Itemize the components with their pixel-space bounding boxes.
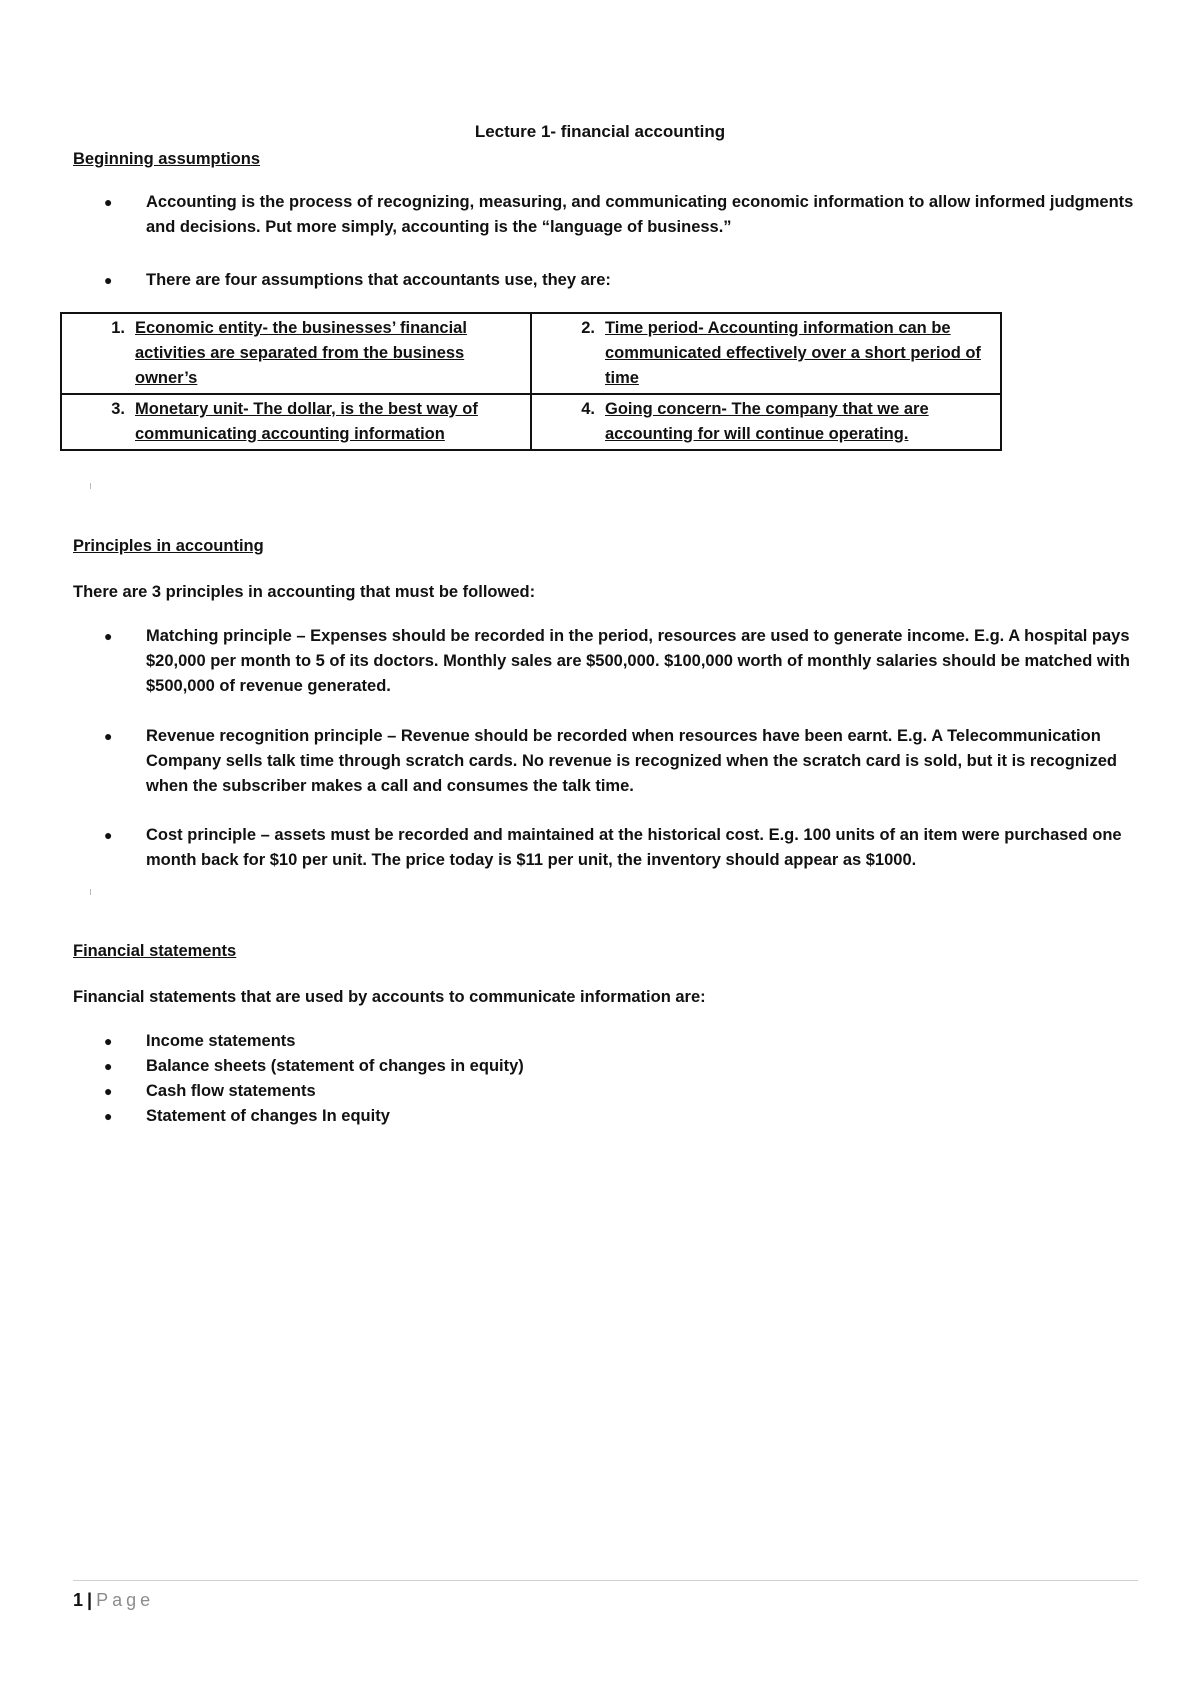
bullet-icon: ● <box>104 1058 113 1074</box>
section-heading-assumptions: Beginning assumptions <box>73 150 261 168</box>
assumptions-table <box>60 312 1002 451</box>
bullet-icon: ● <box>104 194 113 210</box>
section-heading-principles: Principles in accounting <box>73 537 264 555</box>
item-text: Time period- Accounting information can be communicated effectively over a short period of time <box>605 319 981 387</box>
table-cell <box>61 394 531 450</box>
list-item-text: Statement of changes In equity <box>146 1107 390 1125</box>
table-row <box>61 313 1001 394</box>
bullet-icon: ● <box>104 1108 113 1124</box>
formatting-mark <box>90 889 91 895</box>
list-item-text: Revenue recognition principle – Revenue should be recorded when resources have been earnt. E.g. A Telecommunication Company sells talk time through scratch cards. No revenue is recognized when the scratch card is sold, but it is recognized when the subscriber makes a call and consumes the talk time. <box>146 727 1118 795</box>
bullet-icon: ● <box>104 728 113 744</box>
section-heading-statements: Financial statements <box>73 942 237 960</box>
list-item-text: Cost principle – assets must be recorded and maintained at the historical cost. E.g. 100 units of an item were purchased one month back for $10 per unit. The price today is $11 per unit, the inventory should appear as $1000. <box>146 826 1122 869</box>
section-intro: Financial statements that are used by accounts to communicate information are: <box>73 988 706 1006</box>
table-cell <box>61 313 531 394</box>
table-cell <box>531 394 1001 450</box>
list-item <box>100 1054 1140 1079</box>
list-item-text: Matching principle – Expenses should be recorded in the period, resources are used to generate income. E.g. A hospital pays $20,000 per month to 5 of its doctors. Monthly sales are $500,000. $100,000 worth of monthly salaries should be matched with $500,000 of revenue generated. <box>146 627 1130 695</box>
item-number: 3. <box>111 400 125 418</box>
page-title: Lecture 1- financial accounting <box>474 122 726 141</box>
list-item <box>100 823 1140 873</box>
item-number: 1. <box>111 319 125 337</box>
page-number: 1 <box>73 1590 84 1610</box>
bullet-icon: ● <box>104 1033 113 1049</box>
list-item-text: Cash flow statements <box>146 1082 316 1100</box>
table-row <box>61 394 1001 450</box>
list-item-text: There are four assumptions that accountants use, they are: <box>146 271 611 289</box>
list-item <box>100 190 1140 240</box>
bullet-icon: ● <box>104 1083 113 1099</box>
item-text: Economic entity- the businesses’ financial activities are separated from the business owner’s <box>135 319 467 387</box>
list-item <box>100 724 1140 799</box>
footer-separator: | <box>87 1590 93 1610</box>
table-cell <box>531 313 1001 394</box>
footer-divider <box>73 1580 1138 1581</box>
item-number: 2. <box>581 319 595 337</box>
bullet-icon: ● <box>104 628 113 644</box>
item-text: Monetary unit- The dollar, is the best way of communicating accounting information <box>135 400 478 443</box>
page-footer <box>73 1589 154 1611</box>
list-item <box>100 1029 1140 1054</box>
item-text: Going concern- The company that we are accounting for will continue operating. <box>605 400 929 443</box>
section-intro: There are 3 principles in accounting that must be followed: <box>73 583 536 601</box>
bullet-icon: ● <box>104 272 113 288</box>
list-item-text: Balance sheets (statement of changes in equity) <box>146 1057 524 1075</box>
list-item <box>100 268 1140 293</box>
item-number: 4. <box>581 400 595 418</box>
list-item-text: Accounting is the process of recognizing, measuring, and communicating economic information to allow informed judgments and decisions. Put more simply, accounting is the “language of business.” <box>146 193 1134 236</box>
formatting-mark <box>90 483 91 489</box>
list-item <box>100 1104 1140 1129</box>
list-item <box>100 1079 1140 1104</box>
page-label: Page <box>96 1590 155 1610</box>
list-item-text: Income statements <box>146 1032 296 1050</box>
list-item <box>100 624 1140 699</box>
bullet-icon: ● <box>104 827 113 843</box>
